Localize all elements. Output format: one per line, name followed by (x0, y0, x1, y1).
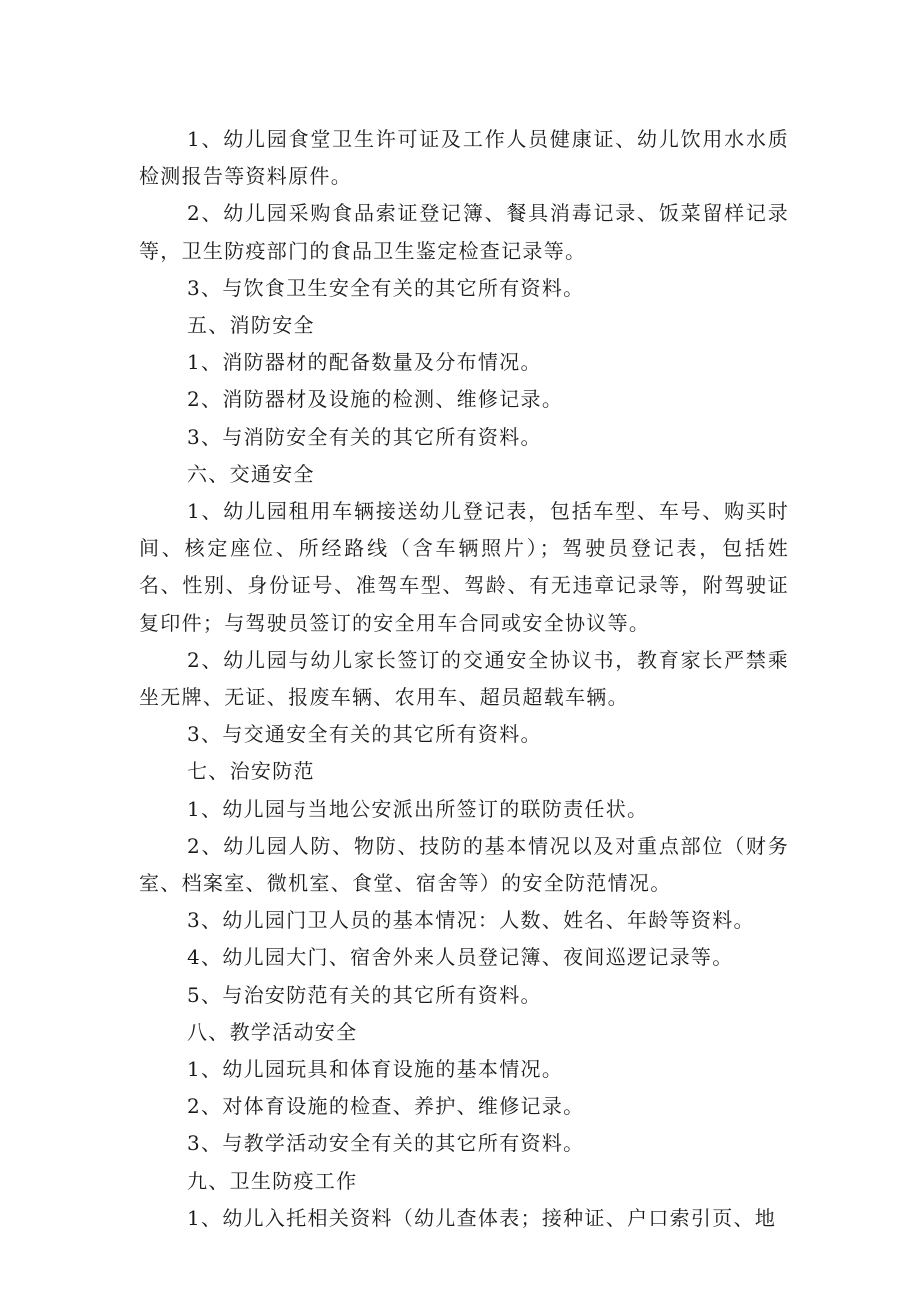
paragraph: 2、幼儿园人防、物防、技防的基本情况以及对重点部位（财务室、档案室、微机室、食堂、宿舍等）的安全防范情况。 (139, 833, 789, 896)
paragraph: 2、幼儿园采购食品索证登记簿、餐具消毒记录、饭菜留样记录等，卫生防疫部门的食品卫生鉴定检查记录等。 (139, 201, 789, 263)
paragraph: 1、幼儿园食堂卫生许可证及工作人员健康证、幼儿饮用水水质检测报告等资料原件。 (139, 127, 789, 189)
paragraph: 5、与治安防范有关的其它所有资料。 (187, 982, 542, 1007)
section-heading: 九、卫生防疫工作 (187, 1168, 358, 1193)
paragraph: 1、幼儿园玩具和体育设施的基本情况。 (187, 1057, 564, 1082)
document-page (139, 121, 789, 1237)
paragraph: 3、与交通安全有关的其它所有资料。 (187, 722, 542, 747)
paragraph: 3、与消防安全有关的其它所有资料。 (187, 424, 542, 449)
paragraph: 1、幼儿园与当地公安派出所签订的联防责任状。 (187, 796, 649, 821)
section-heading: 七、治安防范 (187, 759, 315, 784)
paragraph: 2、消防器材及设施的检测、维修记录。 (187, 387, 564, 412)
paragraph: 4、幼儿园大门、宿舍外来人员登记簿、夜间巡逻记录等。 (187, 945, 734, 970)
paragraph: 3、与教学活动安全有关的其它所有资料。 (187, 1131, 585, 1156)
section-heading: 六、交通安全 (187, 461, 315, 486)
section-heading: 八、教学活动安全 (187, 1019, 358, 1044)
paragraph: 3、与饮食卫生安全有关的其它所有资料。 (187, 275, 585, 300)
paragraph: 1、幼儿园租用车辆接送幼儿登记表，包括车型、车号、购买时间、核定座位、所经路线（含车辆照片）；驾驶员登记表，包括姓名、性别、身份证号、准驾车型、驾龄、有无违章记录等，附驾驶证复印件；与驾驶员签订的安全用车合同或安全协议等。 (139, 499, 789, 635)
paragraph: 1、幼儿入托相关资料（幼儿查体表；接种证、户口索引页、地 (187, 1205, 777, 1230)
paragraph: 2、幼儿园与幼儿家长签订的交通安全协议书，教育家长严禁乘坐无牌、无证、报废车辆、农用车、超员超载车辆。 (139, 647, 789, 710)
paragraph: 1、消防器材的配备数量及分布情况。 (187, 350, 542, 375)
section-heading: 五、消防安全 (187, 313, 315, 338)
paragraph: 2、对体育设施的检查、养护、维修记录。 (187, 1094, 585, 1119)
paragraph: 3、幼儿园门卫人员的基本情况：人数、姓名、年龄等资料。 (187, 908, 755, 933)
